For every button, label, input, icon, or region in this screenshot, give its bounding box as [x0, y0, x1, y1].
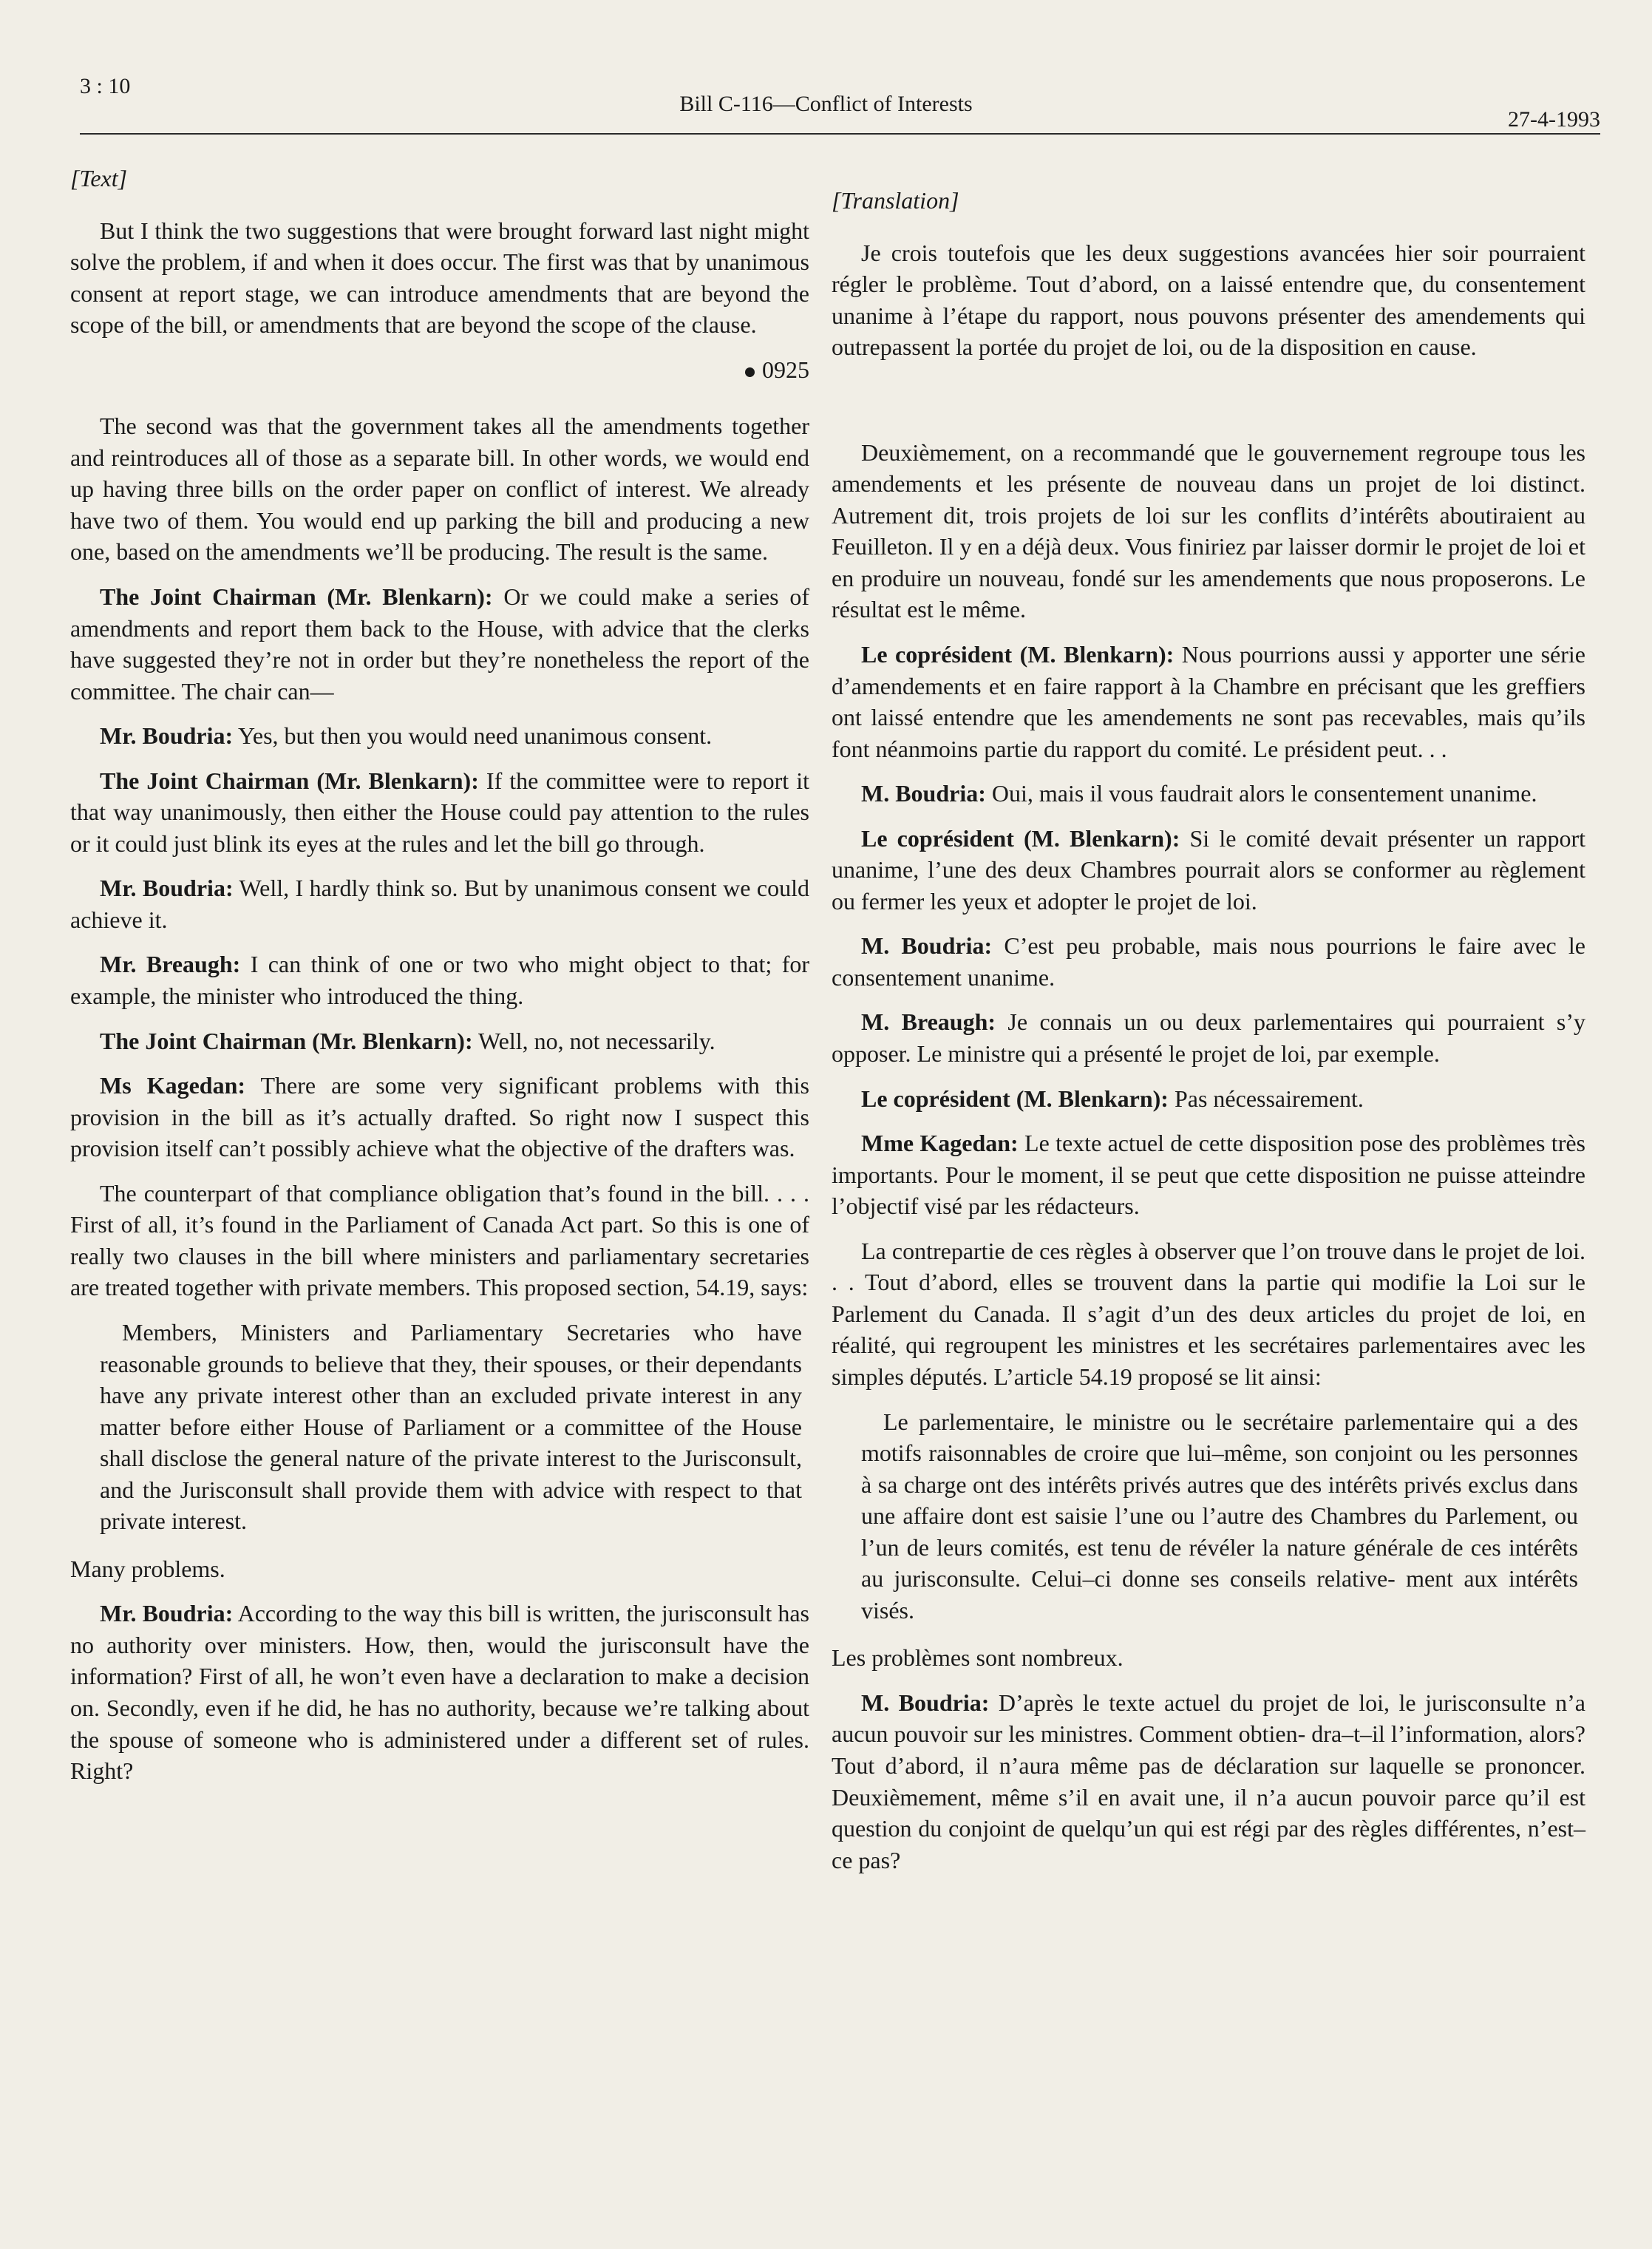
speaker-name: Le coprésident (M. Blenkarn):	[861, 1085, 1169, 1112]
page-number: 3 : 10	[80, 74, 131, 98]
header-rule	[80, 133, 1600, 135]
speaker-name: Le coprésident (M. Blenkarn):	[861, 824, 1180, 852]
speaker-name: Mr. Breaugh:	[100, 951, 241, 978]
speaker-name: Mme Kagedan:	[861, 1130, 1019, 1157]
speaker-name: Le coprésident (M. Blenkarn):	[861, 641, 1175, 668]
paragraph: La contrepartie de ces règles à observer que l’on trouve dans le projet de loi. . . Tout d’abord, elles se trouvent dans la partie qui modifie la Loi sur le Parlement du Canada. Il s’agit d’un des deux articles du projet de loi, en réalité, qui regroupent les ministres et les secrétaires parlementaires avec les simples députés. L’article 54.19 proposé se lit ainsi:	[832, 1237, 1585, 1390]
speaker-name: M. Boudria:	[861, 932, 993, 960]
speaker-name: Ms Kagedan:	[100, 1072, 246, 1099]
paragraph: The second was that the government takes all the amendments together and reintroduces all of those as a separate bill. In other words, we would end up having three bills on the order paper on conflict of interest. We already have two of them. You would end up parking the bill and producing a new one, based on the amendments we’ll be producing. The result is the same.	[70, 413, 809, 566]
speaker-name: M. Boudria:	[861, 1689, 990, 1716]
paragraph: But I think the two suggestions that were brought forward last night might solve the problem, if and when it does occur. The first was that by unanimous consent at report stage, we can introduce amendments that are beyond the scope of the bill, or amendments that are beyond the scope of the clause.	[70, 217, 809, 339]
paragraph: The Joint Chairman (Mr. Blenkarn): Well, no, not necessarily.	[100, 1027, 715, 1054]
speaker-name: The Joint Chairman (Mr. Blenkarn):	[100, 767, 479, 794]
text-label: [Text]	[70, 165, 128, 191]
time-marker: 0925	[70, 354, 809, 386]
paragraph: Mr. Boudria: Yes, but then you would need unanimous consent.	[100, 722, 713, 750]
paragraph: Le coprésident (M. Blenkarn): Nous pourrions aussi y apporter une série d’amendements et en faire rapport à la Chambre en précisant que les greffiers ont laissé entendre que les amendements ne sont pas recevables, mais qu’ils font néanmoins partie du rapport du comité. Le président peut. . .	[832, 641, 1586, 762]
paragraph: The Joint Chairman (Mr. Blenkarn): If the committee were to report it that way unanimously, then either the House could pay attention to the rules or it could just blink its eyes at the rules and let the bill go through.	[70, 767, 810, 857]
paragraph: Mr. Breaugh: I can think of one or two who might object to that; for example, the minister who introduced the thing.	[70, 951, 810, 1010]
paragraph: Mr. Boudria: According to the way this bill is written, the jurisconsult has no authority over ministers. How, then, would the jurisconsult have the information? First of all, he won’t even have a declaration to make a decision on. Secondly, even if he did, he has no authority, because we’re talking about the spouse of someone who is administered under a different set of rules. Right?	[70, 1600, 810, 1785]
quoted-section: Members, Ministers and Parliamentary Secretaries who have reasonable grounds to believe that they, their spouses, or their dependants have any private interest other than an excluded private interest in any matter before either House of Parliament or a committee of the House shall disclose the general nature of the private interest to the Jurisconsult, and the Jurisconsult shall provide them with advice with respect to that private interest.	[100, 1318, 802, 1535]
speaker-name: The Joint Chairman (Mr. Blenkarn):	[100, 1027, 473, 1054]
translation-label: [Translation]	[832, 187, 959, 214]
speaker-name: Mr. Boudria:	[100, 722, 234, 750]
paragraph: Many problems.	[70, 1555, 225, 1582]
paragraph: The Joint Chairman (Mr. Blenkarn): Or we could make a series of amendments and report them back to the House, with advice that the clerks have suggested they’re not in order but they’re nonetheless the report of the committee. The chair can—	[70, 583, 810, 705]
speaker-name: Mr. Boudria:	[100, 1600, 234, 1627]
bullet-icon	[745, 367, 755, 377]
paragraph: M. Boudria: C’est peu probable, mais nous pourrions le faire avec le consentement unanime.	[832, 932, 1586, 991]
paragraph: Les problèmes sont nombreux.	[832, 1644, 1124, 1672]
paragraph: Le coprésident (M. Blenkarn): Pas nécessairement.	[861, 1085, 1364, 1112]
paragraph: Ms Kagedan: There are some very significant problems with this provision in the bill as it’s actually drafted. So right now I suspect this provision itself can’t possibly achieve what the objective of the drafters was.	[70, 1072, 810, 1162]
paragraph: Mme Kagedan: Le texte actuel de cette disposition pose des problèmes très importants. Pour le moment, il se peut que cette disposition ne puisse atteindre l’objectif visé par les rédacteurs.	[832, 1130, 1586, 1220]
speaker-name: Mr. Boudria:	[100, 875, 234, 902]
paragraph: M. Boudria: Oui, mais il vous faudrait alors le consentement unanime.	[861, 780, 1537, 807]
speaker-name: The Joint Chairman (Mr. Blenkarn):	[100, 583, 493, 611]
paragraph: Mr. Boudria: Well, I hardly think so. But by unanimous consent we could achieve it.	[70, 875, 810, 933]
paragraph: The counterpart of that compliance obligation that’s found in the bill. . . . First of all, it’s found in the Parliament of Canada Act part. So this is one of really two clauses in the bill where ministers and parliamentary secretaries are treated together with private members. This proposed section, 54.19, says:	[70, 1179, 809, 1301]
paragraph: Deuxièmement, on a recommandé que le gouvernement regroupe tous les amendements et les présente de nouveau dans un projet de loi distinct. Autrement dit, trois projets de loi sur les conflits d’intérêts aboutiraient au Feuilleton. Il y en a déjà deux. Vous finiriez par laisser dormir le projet de loi et en produire un nouveau, fondé sur les amendements que nous proposerons. Le résultat est le même.	[832, 438, 1585, 623]
paragraph: Le coprésident (M. Blenkarn): Si le comité devait présenter un rapport unanime, l’une des deux Chambres pourrait alors se conformer au règlement ou fermer les yeux et adopter le projet de loi.	[832, 824, 1586, 915]
header-date: 27-4-1993	[1508, 107, 1600, 132]
french-column	[832, 163, 1585, 1889]
speaker-name: M. Breaugh:	[861, 1008, 996, 1036]
speaker-name: M. Boudria:	[861, 780, 986, 807]
paragraph: M. Boudria: D’après le texte actuel du projet de loi, le jurisconsulte n’a aucun pouvoir sur les ministres. Comment obtien- dra–t–il l’information, alors? Tout d’abord, il n’aura même pas de déclaration sur laquelle se prononcer. Deuxièmement, même s’il en avait une, il n’a aucun pouvoir parce qu’il est question du conjoint de quelqu’un qui est régi par des règles différentes, n’est–ce pas?	[832, 1689, 1586, 1873]
english-column	[70, 163, 809, 1800]
quoted-section: Le parlementaire, le ministre ou le secrétaire parlementaire qui a des motifs raisonnables de croire que lui–même, son conjoint ou les personnes à sa charge ont des intérêts privés autres que des intérêts privés exclus dans une affaire dont est saisie l’une ou l’autre des Chambres du Parlement, ou l’un de leurs comités, est tenu de révéler la nature générale de ces intérêts au jurisconsulte. Celui–ci donne ses conseils relative- ment aux intérêts visés.	[861, 1408, 1578, 1624]
running-title: Bill C-116—Conflict of Interests	[679, 92, 973, 116]
paragraph: M. Breaugh: Je connais un ou deux parlementaires qui pourraient s’y opposer. Le ministre qui a présenté le projet de loi, par exemple.	[832, 1008, 1586, 1068]
paragraph: Je crois toutefois que les deux suggestions avancées hier soir pourraient régler le problème. Tout d’abord, on a laissé entendre que, du consentement unanime à l’étape du rapport, nous pouvons présenter des amendements qui outrepassent la portée du projet de loi, ou de la disposition en cause.	[832, 239, 1585, 361]
